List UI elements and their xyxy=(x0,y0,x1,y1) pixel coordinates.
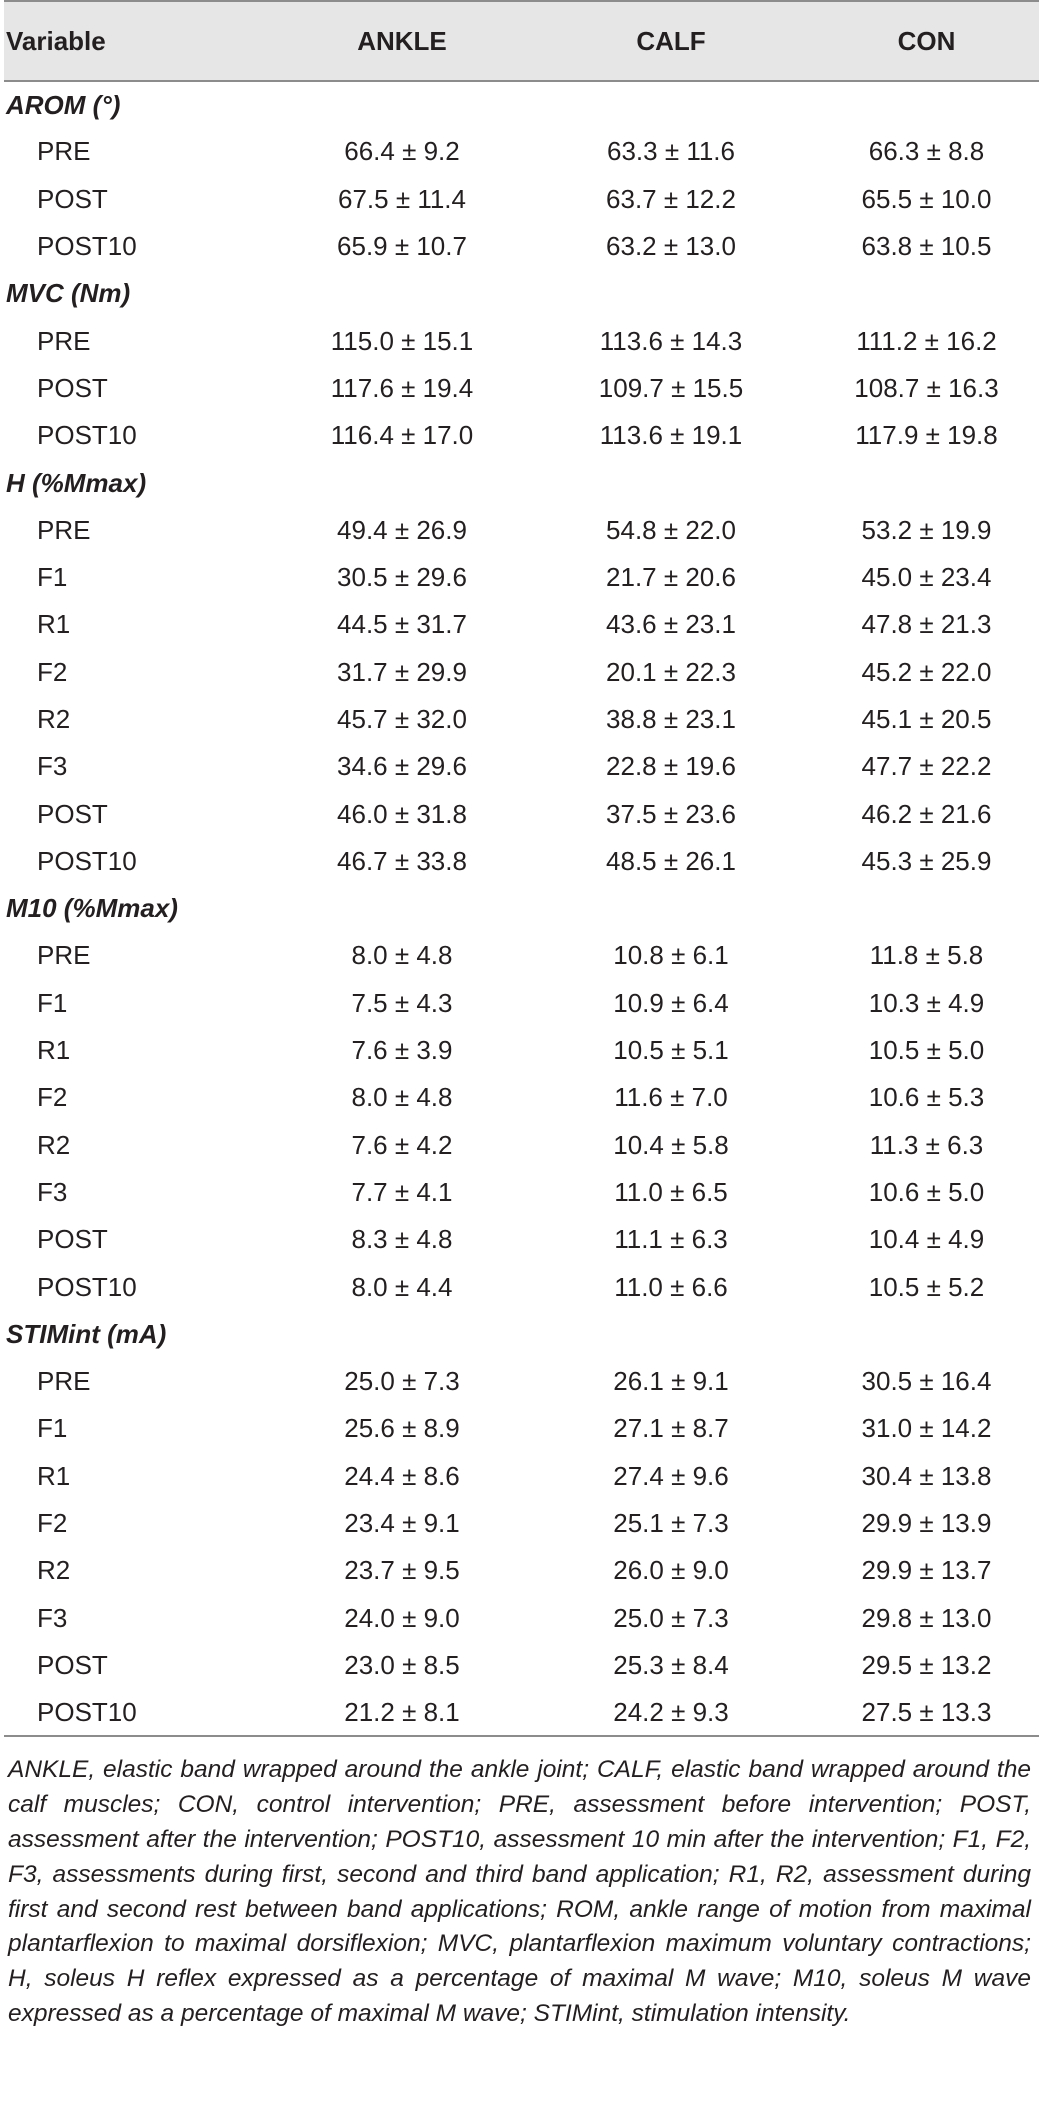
cell-calf: 11.6 ± 7.0 xyxy=(614,1082,728,1113)
cell-con: 30.4 ± 13.8 xyxy=(861,1460,992,1491)
group-row xyxy=(4,1311,1039,1358)
cell-calf: 63.2 ± 13.0 xyxy=(606,231,736,262)
table-row xyxy=(4,1169,1039,1216)
row-label: POST xyxy=(37,798,108,829)
table-row xyxy=(4,1027,1039,1074)
row-label: F2 xyxy=(37,1508,68,1539)
row-label: PRE xyxy=(37,1366,91,1397)
cell-calf: 43.6 ± 23.1 xyxy=(606,609,736,640)
table-row xyxy=(4,1595,1039,1642)
cell-con: 10.5 ± 5.2 xyxy=(868,1271,985,1302)
header-con: CON xyxy=(814,1,1039,81)
cell-calf: 27.4 ± 9.6 xyxy=(613,1460,729,1491)
header-variable: Variable xyxy=(4,1,276,81)
table-row xyxy=(4,1405,1039,1452)
cell-con: 53.2 ± 19.9 xyxy=(861,514,992,545)
cell-ankle: 66.4 ± 9.2 xyxy=(344,136,460,167)
cell-calf: 25.3 ± 8.4 xyxy=(613,1649,729,1680)
cell-calf: 10.8 ± 6.1 xyxy=(613,940,729,971)
table-row xyxy=(4,838,1039,885)
cell-ankle: 25.0 ± 7.3 xyxy=(344,1366,460,1397)
cell-ankle: 24.4 ± 8.6 xyxy=(344,1460,460,1491)
cell-ankle: 45.7 ± 32.0 xyxy=(337,704,467,734)
cell-calf: 109.7 ± 15.5 xyxy=(598,372,744,403)
cell-ankle: 23.7 ± 9.5 xyxy=(344,1555,460,1586)
cell-calf: 63.7 ± 12.2 xyxy=(606,183,736,214)
cell-calf: 27.1 ± 8.7 xyxy=(613,1413,729,1444)
cell-calf: 63.3 ± 11.6 xyxy=(607,136,735,167)
row-label: POST10 xyxy=(37,845,137,876)
cell-con: 10.6 ± 5.3 xyxy=(868,1082,985,1113)
table-row xyxy=(4,790,1039,837)
row-label: POST10 xyxy=(37,420,137,451)
cell-calf: 10.5 ± 5.1 xyxy=(613,1035,729,1066)
row-label: POST10 xyxy=(37,1271,137,1302)
cell-con: 10.5 ± 5.0 xyxy=(868,1035,985,1066)
table-row xyxy=(4,1453,1039,1500)
group-title: AROM (°) xyxy=(6,89,121,120)
cell-con: 30.5 ± 16.4 xyxy=(861,1366,992,1397)
cell-con: 27.5 ± 13.3 xyxy=(814,1689,1039,1736)
cell-calf: 11.0 ± 6.6 xyxy=(614,1271,728,1302)
cell-con: 10.4 ± 4.9 xyxy=(868,1224,985,1255)
cell-con: 117.9 ± 19.8 xyxy=(855,420,998,451)
cell-ankle: 23.0 ± 8.5 xyxy=(344,1649,460,1680)
group-row xyxy=(4,459,1039,506)
cell-con: 45.0 ± 23.4 xyxy=(861,562,992,593)
cell-ankle: 46.0 ± 31.8 xyxy=(337,798,467,829)
table-row xyxy=(4,365,1039,412)
row-label: POST xyxy=(37,1649,108,1680)
row-label: POST xyxy=(37,183,108,214)
cell-calf: 11.0 ± 6.5 xyxy=(614,1176,728,1207)
cell-calf: 20.1 ± 22.3 xyxy=(606,656,736,687)
row-label: F2 xyxy=(37,656,68,687)
cell-ankle: 116.4 ± 17.0 xyxy=(330,420,474,451)
cell-con: 31.0 ± 14.2 xyxy=(861,1413,992,1444)
cell-con: 46.2 ± 21.6 xyxy=(861,798,992,829)
group-row xyxy=(4,885,1039,932)
cell-calf: 38.8 ± 23.1 xyxy=(606,704,736,734)
row-label: PRE xyxy=(37,136,91,167)
cell-ankle: 8.3 ± 4.8 xyxy=(351,1224,453,1255)
table-row xyxy=(4,1547,1039,1594)
header-calf: CALF xyxy=(528,1,814,81)
table-row xyxy=(4,1122,1039,1169)
row-label: R2 xyxy=(37,1129,71,1160)
cell-calf: 24.2 ± 9.3 xyxy=(528,1689,814,1736)
header-row xyxy=(4,1,1039,81)
cell-con: 10.3 ± 4.9 xyxy=(868,987,985,1018)
table-row xyxy=(4,128,1039,175)
row-label: POST xyxy=(37,372,108,403)
cell-ankle: 31.7 ± 29.9 xyxy=(337,656,467,687)
table-row xyxy=(4,1500,1039,1547)
cell-calf: 113.6 ± 19.1 xyxy=(599,420,743,451)
cell-calf: 11.1 ± 6.3 xyxy=(614,1224,728,1255)
cell-ankle: 7.6 ± 3.9 xyxy=(351,1035,453,1066)
row-label: PRE xyxy=(37,325,91,356)
cell-con: 11.8 ± 5.8 xyxy=(869,940,984,971)
cell-con: 29.5 ± 13.2 xyxy=(861,1649,992,1680)
table-row xyxy=(4,1689,1039,1736)
row-label: F2 xyxy=(37,1082,68,1113)
row-label: R1 xyxy=(37,609,71,640)
cell-con: 108.7 ± 16.3 xyxy=(854,372,999,403)
row-label: POST10 xyxy=(4,1689,276,1736)
row-label: POST xyxy=(37,1224,108,1255)
table-row xyxy=(4,743,1039,790)
cell-con: 66.3 ± 8.8 xyxy=(868,136,985,167)
table-row xyxy=(4,223,1039,270)
group-title: MVC (Nm) xyxy=(6,278,131,309)
row-label: F3 xyxy=(37,1176,68,1207)
cell-con: 111.2 ± 16.2 xyxy=(856,325,997,356)
cell-con: 65.5 ± 10.0 xyxy=(861,183,992,214)
table-header xyxy=(4,1,1039,81)
cell-calf: 21.7 ± 20.6 xyxy=(606,562,736,593)
table-row xyxy=(4,696,1039,743)
cell-ankle: 24.0 ± 9.0 xyxy=(344,1602,460,1633)
header-ankle: ANKLE xyxy=(276,1,528,81)
cell-ankle: 25.6 ± 8.9 xyxy=(344,1413,460,1444)
cell-ankle: 21.2 ± 8.1 xyxy=(276,1689,528,1736)
cell-ankle: 115.0 ± 15.1 xyxy=(330,325,474,356)
row-label: R1 xyxy=(37,1035,71,1066)
cell-calf: 54.8 ± 22.0 xyxy=(606,514,736,545)
group-row xyxy=(4,81,1039,128)
row-label: PRE xyxy=(37,514,91,545)
cell-calf: 25.1 ± 7.3 xyxy=(613,1508,729,1539)
row-label: R1 xyxy=(37,1460,71,1491)
table-row xyxy=(4,601,1039,648)
cell-calf: 10.4 ± 5.8 xyxy=(613,1129,729,1160)
cell-ankle: 7.5 ± 4.3 xyxy=(351,987,453,1018)
row-label: F3 xyxy=(37,751,68,782)
table-row xyxy=(4,980,1039,1027)
group-row xyxy=(4,270,1039,317)
cell-calf: 37.5 ± 23.6 xyxy=(606,798,736,829)
cell-con: 29.8 ± 13.0 xyxy=(861,1602,992,1633)
table-row xyxy=(4,1216,1039,1263)
cell-calf: 22.8 ± 19.6 xyxy=(606,751,736,782)
data-table xyxy=(4,0,1039,1737)
table-row xyxy=(4,176,1039,223)
table-footnote: ANKLE, elastic band wrapped around the ankle joint; CALF, elastic band wrapped around the calf muscles; CON, control intervention; PRE, assessment before intervention; POST, assessment after the intervention; POST10, assessment 10 min after the intervention; F1, F2, F3, assessments during first, second and third band application; R1, R2, assessment during first and second rest between band applications; ROM, ankle range of motion from maximal plantarflexion to maximal dorsiflexion; MVC, plantarflexion maximum voluntary contractions; H, soleus H reflex expressed as a percentage of maximal M wave; M10, soleus M wave expressed as a percentage of maximal M wave; STIMint, stimulation intensity. xyxy=(8,1756,1031,2027)
cell-ankle: 49.4 ± 26.9 xyxy=(337,514,467,545)
cell-con: 29.9 ± 13.9 xyxy=(861,1508,992,1539)
table-row xyxy=(4,1263,1039,1310)
cell-calf: 113.6 ± 14.3 xyxy=(599,325,743,356)
cell-con: 47.8 ± 21.3 xyxy=(861,609,992,640)
cell-ankle: 117.6 ± 19.4 xyxy=(330,372,474,403)
cell-ankle: 30.5 ± 29.6 xyxy=(337,562,467,593)
row-label: F1 xyxy=(37,562,68,593)
table-row xyxy=(4,649,1039,696)
cell-ankle: 8.0 ± 4.8 xyxy=(351,1082,453,1113)
cell-con: 47.7 ± 22.2 xyxy=(861,751,992,782)
row-label: POST10 xyxy=(37,231,137,262)
table-row xyxy=(4,507,1039,554)
cell-con: 45.2 ± 22.0 xyxy=(861,656,992,687)
cell-con: 63.8 ± 10.5 xyxy=(861,231,992,262)
cell-ankle: 8.0 ± 4.4 xyxy=(351,1271,453,1302)
cell-con: 45.1 ± 20.5 xyxy=(861,704,992,734)
row-label: R2 xyxy=(37,704,71,734)
table-row xyxy=(4,412,1039,459)
row-label: F1 xyxy=(37,987,68,1018)
cell-calf: 26.0 ± 9.0 xyxy=(613,1555,729,1586)
cell-con: 10.6 ± 5.0 xyxy=(868,1176,985,1207)
cell-ankle: 67.5 ± 11.4 xyxy=(338,183,466,214)
cell-ankle: 7.6 ± 4.2 xyxy=(351,1129,453,1160)
cell-ankle: 7.7 ± 4.1 xyxy=(351,1176,453,1207)
table-row xyxy=(4,1642,1039,1689)
cell-ankle: 65.9 ± 10.7 xyxy=(337,231,467,262)
cell-ankle: 23.4 ± 9.1 xyxy=(344,1508,460,1539)
cell-con: 45.3 ± 25.9 xyxy=(861,845,992,876)
table-body xyxy=(4,81,1039,1736)
row-label: PRE xyxy=(37,940,91,971)
row-label: F1 xyxy=(37,1413,68,1444)
table-row xyxy=(4,932,1039,979)
row-label: F3 xyxy=(37,1602,68,1633)
cell-calf: 10.9 ± 6.4 xyxy=(613,987,729,1018)
cell-ankle: 44.5 ± 31.7 xyxy=(337,609,467,640)
table-row xyxy=(4,317,1039,364)
cell-calf: 48.5 ± 26.1 xyxy=(606,845,736,876)
row-label: R2 xyxy=(37,1555,71,1586)
group-title: STIMint (mA) xyxy=(6,1318,167,1349)
cell-ankle: 8.0 ± 4.8 xyxy=(351,940,453,971)
table-row xyxy=(4,1358,1039,1405)
table-row xyxy=(4,554,1039,601)
cell-ankle: 46.7 ± 33.8 xyxy=(337,845,467,876)
cell-ankle: 34.6 ± 29.6 xyxy=(337,751,467,782)
cell-calf: 26.1 ± 9.1 xyxy=(613,1366,729,1397)
cell-calf: 25.0 ± 7.3 xyxy=(613,1602,729,1633)
cell-con: 29.9 ± 13.7 xyxy=(861,1555,992,1586)
group-title: M10 (%Mmax) xyxy=(6,893,178,924)
group-title: H (%Mmax) xyxy=(6,467,147,498)
cell-con: 11.3 ± 6.3 xyxy=(869,1129,984,1160)
table-row xyxy=(4,1074,1039,1121)
